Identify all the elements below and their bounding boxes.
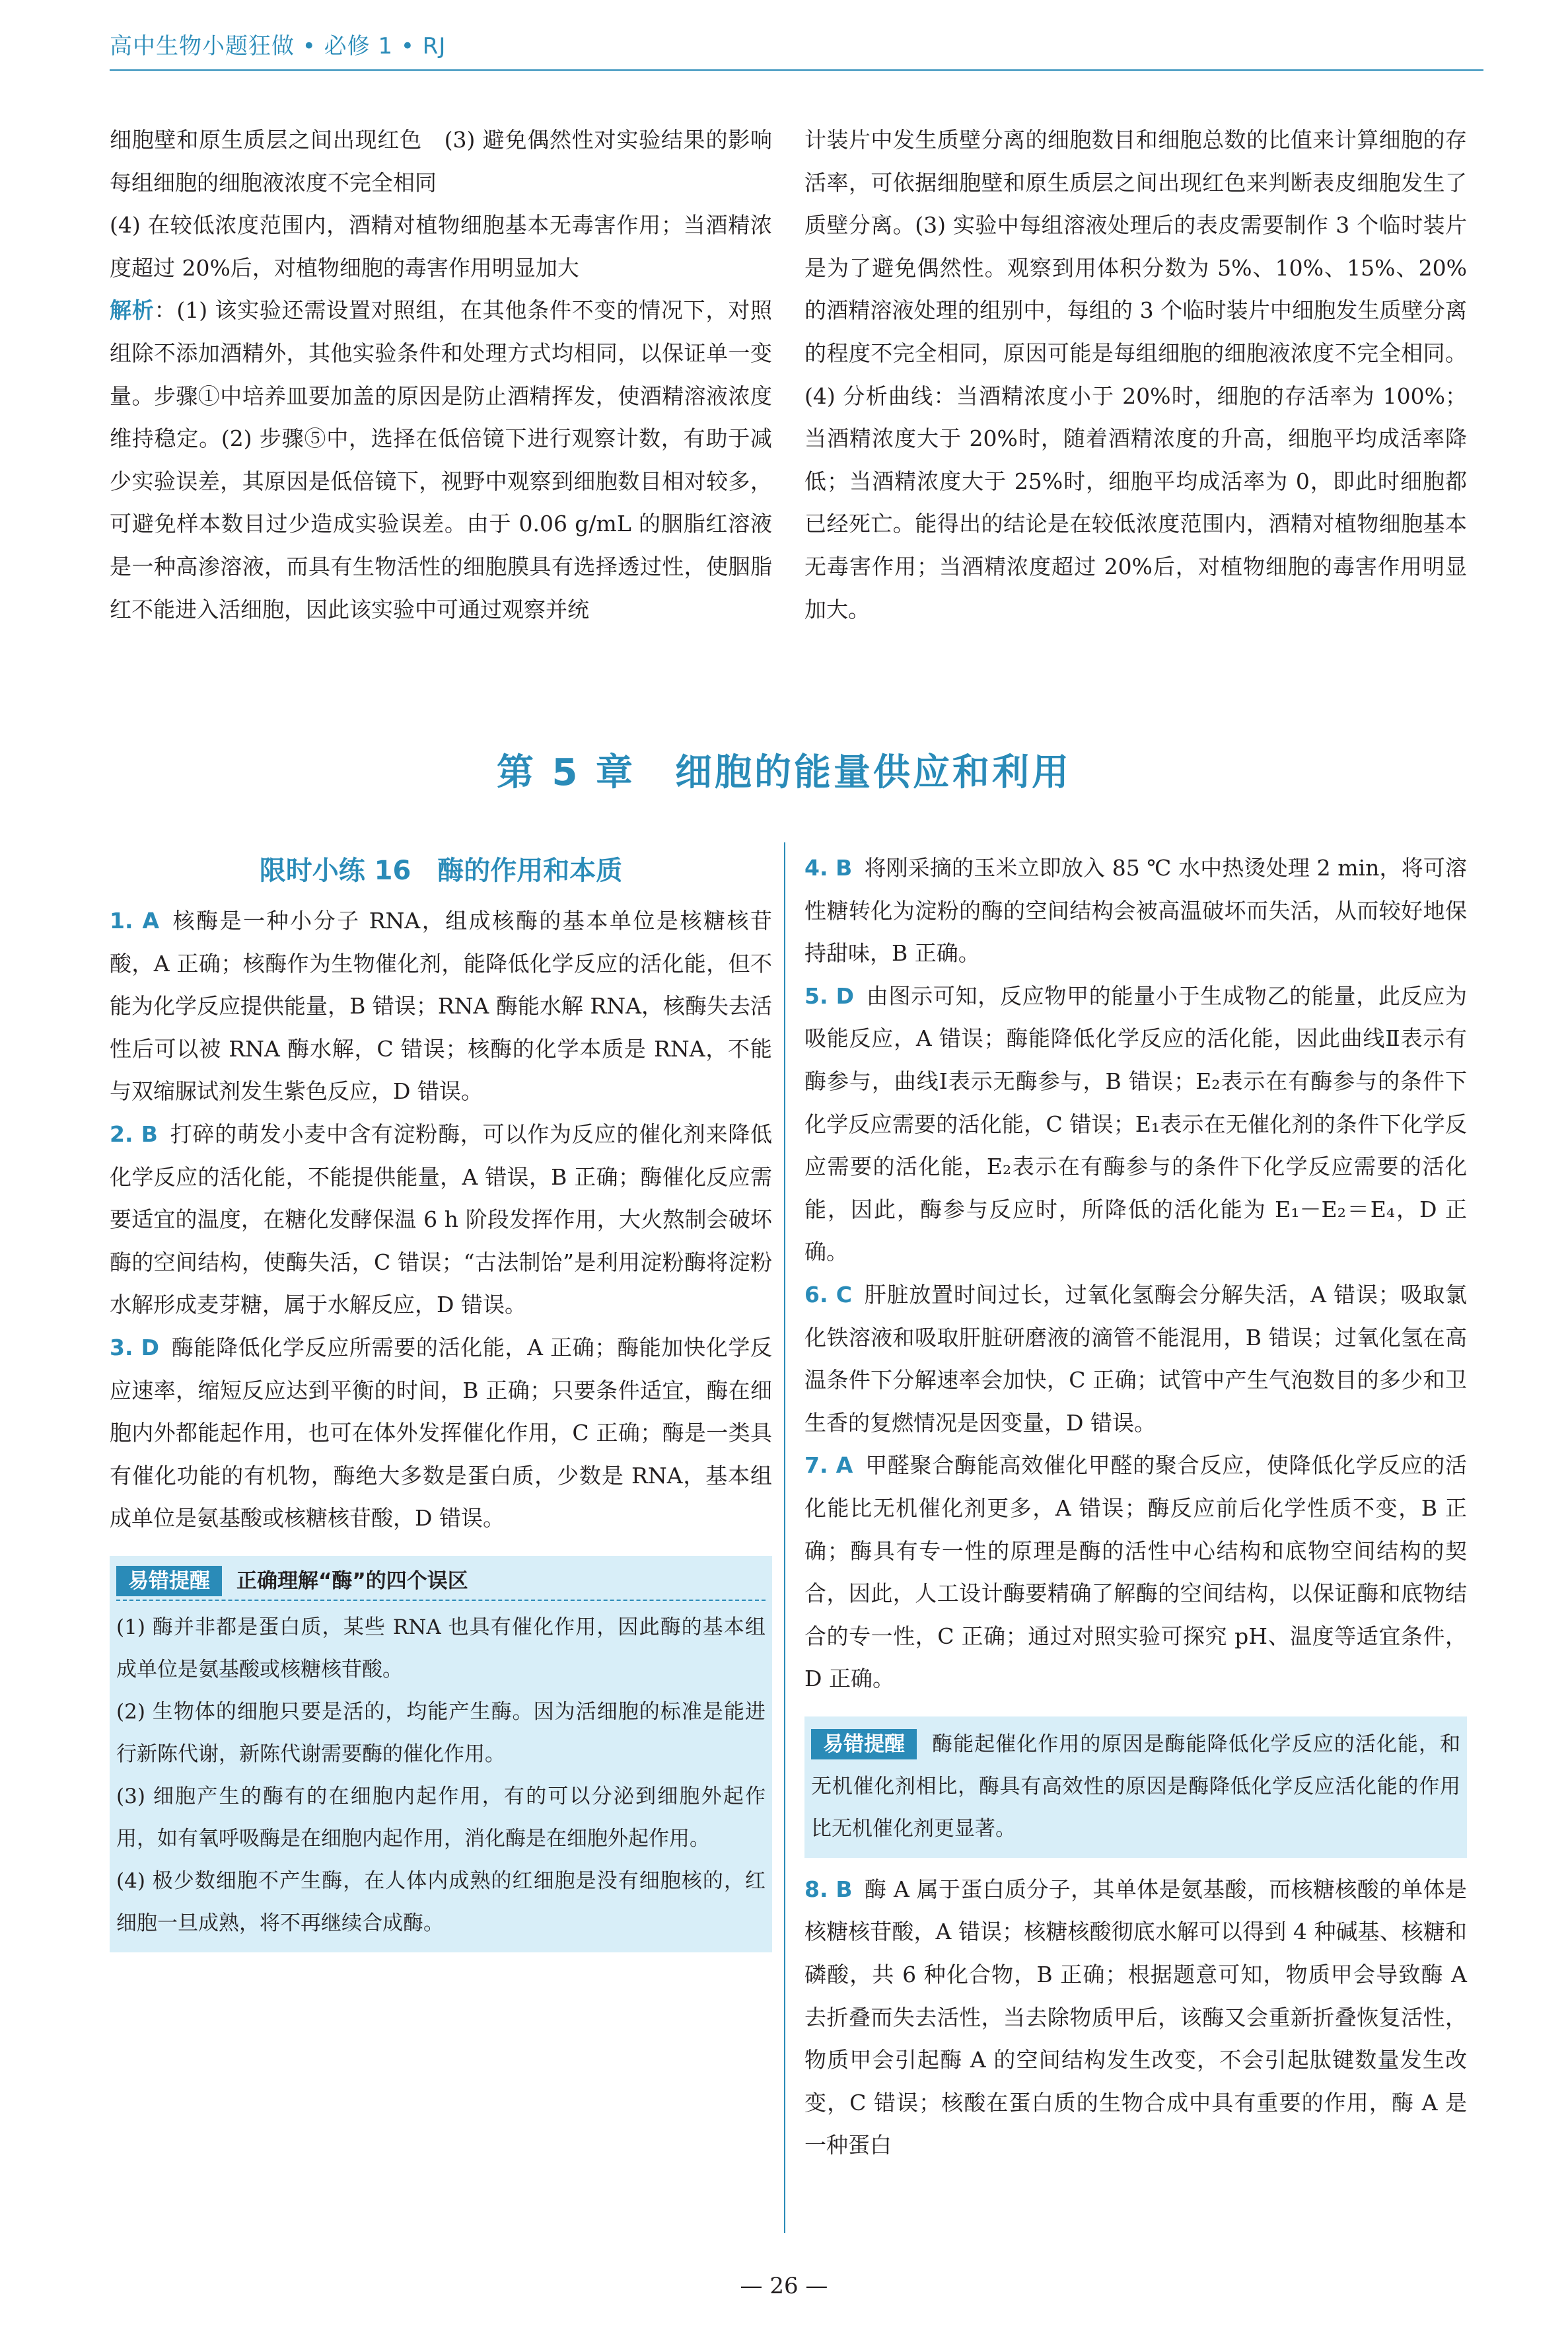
running-header: 高中生物小题狂做 • 必修 1 • RJ xyxy=(110,28,1483,71)
tip-item: (1) 酶并非都是蛋白质，某些 RNA 也具有催化作用，因此酶的基本组成单位是氨基酸或核糖核苷酸。 xyxy=(116,1615,766,1681)
tip-item: (3) 细胞产生的酶有的在细胞内起作用，有的可以分泌到细胞外起作用，如有氧呼吸酶是在细胞内起作用，消化酶是在细胞外起作用。 xyxy=(116,1784,766,1851)
answer-text: 酶 A 属于蛋白质分子，其单体是氨基酸，而核糖核酸的单体是核糖核苷酸，A 错误；核糖核酸彻底水解可以得到 4 种碱基、核糖和磷酸，共 6 种化合物，B 正确；根据题意可知，物质甲会导致酶 A 去折叠而失去活性，当去除物质甲后，该酶又会重新折叠恢复活性，物质甲会引起酶 A 的空间结构发生改变，不会引起肽键数量发生改变，C 错误；核酸在蛋白质的生物合成中具有重要的作用，酶 A 是一种蛋白 xyxy=(804,1876,1468,2159)
answer-number: 4. B xyxy=(804,855,853,881)
answer-text: 将刚采摘的玉米立即放入 85 ℃ 水中热烫处理 2 min，将可溶性糖转化为淀粉的酶的空间结构会被高温破坏而失活，从而较好地保持甜味，B 正确。 xyxy=(804,855,1468,967)
analysis-paragraph xyxy=(110,289,772,631)
answer-item-2 xyxy=(110,1113,772,1327)
answer-line: (4) 在较低浓度范围内，酒精对植物细胞基本无毒害作用；当酒精浓度超过 20%后，对植物细胞的毒害作用明显加大 xyxy=(110,212,772,281)
top-left-column xyxy=(110,119,794,631)
bottom-left-column xyxy=(110,844,772,1963)
answer-number: 2. B xyxy=(110,1121,158,1147)
error-tip-box-left xyxy=(110,1556,772,1952)
chapter-title: 第 5 章 细胞的能量供应和利用 xyxy=(497,751,1071,794)
tip-text: 酶能起催化作用的原因是酶能降低化学反应的活化能，和无机催化剂相比，酶具有高效性的原因是酶降低化学反应活化能的作用比无机催化剂更显著。 xyxy=(811,1732,1460,1841)
answer-text: 核酶是一种小分子 RNA，组成核酶的基本单位是核糖核苷酸，A 正确；核酶作为生物催化剂，能降低化学反应的活化能，但不能为化学反应提供能量，B 错误；RNA 酶能水解 RNA，核酶失去活性后可以被 RNA 酶水解，C 错误；核酶的化学本质是 RNA，不能与双缩脲试剂发生紫色反应，D 错误。 xyxy=(110,908,772,1105)
answer-text: 酶能降低化学反应所需要的活化能，A 正确；酶能加快化学反应速率，缩短反应达到平衡的时间，B 正确；只要条件适宜，酶在细胞内外都能起作用，也可在体外发挥催化作用，C 正确；酶是一类具有催化功能的有机物，酶绝大多数是蛋白质，少数是 RNA，基本组成单位是氨基酸或核糖核苷酸，D 错误。 xyxy=(110,1334,772,1532)
bottom-right-column xyxy=(804,847,1467,2167)
answer-text: 肝脏放置时间过长，过氧化氢酶会分解失活，A 错误；吸取氯化铁溶液和吸取肝脏研磨液的滴管不能混用，B 错误；过氧化氢在高温条件下分解速率会加快，C 正确；试管中产生气泡数目的多少和卫生香的复燃情况是因变量，D 错误。 xyxy=(804,1281,1467,1436)
analysis-label: 解析 xyxy=(110,297,155,324)
answer-item-3 xyxy=(110,1327,772,1540)
tip-item: (2) 生物体的细胞只要是活的，均能产生酶。因为活细胞的标准是能进行新陈代谢，新陈代谢需要酶的催化作用。 xyxy=(116,1699,766,1766)
top-right-column xyxy=(804,119,1467,631)
answer-item-7 xyxy=(804,1444,1467,1701)
answer-item-5 xyxy=(804,975,1467,1274)
answer-number: 8. B xyxy=(804,1876,853,1902)
answer-number: 1. A xyxy=(110,908,160,934)
answer-text: 甲醛聚合酶能高效催化甲醛的聚合反应，使降低化学反应的活化能比无机催化剂更多，A 错误；酶反应前后化学性质不变，B 正确；酶具有专一性的原理是酶的活性中心结构和底物空间结构的契合，因此，人工设计酶要精确了解酶的空间结构，以保证酶和底物结合的专一性，C 正确；通过对照实验可探究 pH、温度等适宜条件，D 正确。 xyxy=(804,1452,1467,1692)
tip-content xyxy=(811,1723,1460,1850)
tip-title: 正确理解“酶”的四个误区 xyxy=(236,1568,468,1593)
answer-item-6 xyxy=(804,1274,1467,1444)
answer-item-1 xyxy=(110,900,772,1113)
answer-number: 6. C xyxy=(804,1281,852,1308)
section-title: 限时小练 16 酶的作用和本质 xyxy=(259,856,623,886)
answer-number: 3. D xyxy=(110,1334,160,1360)
page-number: — 26 — xyxy=(740,2273,828,2299)
tip-tag: 易错提醒 xyxy=(116,1566,222,1596)
tip-tag: 易错提醒 xyxy=(811,1729,917,1759)
answer-line: 细胞壁和原生质层之间出现红色 (3) 避免偶然性对实验结果的影响 每组细胞的细胞液浓度不完全相同 xyxy=(110,127,794,196)
answer-number: 5. D xyxy=(804,982,855,1009)
tip-item: (4) 极少数细胞不产生酶，在人体内成熟的红细胞是没有细胞核的，红细胞一旦成熟，将不再继续合成酶。 xyxy=(116,1868,766,1935)
answer-item-4 xyxy=(804,847,1467,975)
answer-text: 打碎的萌发小麦中含有淀粉酶，可以作为反应的催化剂来降低化学反应的活化能，不能提供能量，A 错误，B 正确；酶催化反应需要适宜的温度，在糖化发酵保温 6 h 阶段发挥作用，大火熬制会破坏酶的空间结构，使酶失活，C 错误；“古法制饴”是利用淀粉酶将淀粉水解形成麦芽糖，属于水解反应，D 错误。 xyxy=(110,1121,773,1318)
analysis-continued: 计装片中发生质壁分离的细胞数目和细胞总数的比值来计算细胞的存活率，可依据细胞壁和原生质层之间出现红色来判断表皮细胞发生了质壁分离。(3) 实验中每组溶液处理后的表皮需要制作 3 个临时装片是为了避免偶然性。观察到用体积分数为 5%、10%、15%、20%的酒精溶液处理的组别中，每组的 3 个临时装片中细胞发生质壁分离的程度不完全相同，原因可能是每组细胞的细胞液浓度不完全相同。(4) 分析曲线：当酒精浓度小于 20%时，细胞的存活率为 100%；当酒精浓度大于 20%时，随着酒精浓度的升高，细胞平均成活率降低；当酒精浓度大于 25%时，细胞平均成活率为 0，即此时细胞都已经死亡。能得出的结论是在较低浓度范围内，酒精对植物细胞基本无毒害作用；当酒精浓度超过 20%后，对植物细胞的毒害作用明显加大。 xyxy=(804,127,1467,622)
answer-number: 7. A xyxy=(804,1452,853,1479)
error-tip-box-right xyxy=(804,1716,1467,1858)
answer-text: 由图示可知，反应物甲的能量小于生成物乙的能量，此反应为吸能反应，A 错误；酶能降低化学反应的活化能，因此曲线Ⅱ表示有酶参与，曲线Ⅰ表示无酶参与，B 错误；E₂表示在有酶参与的条件下化学反应需要的活化能，C 错误；E₁表示在无催化剂的条件下化学反应需要的活化能，E₂表示在有酶参与的条件下化学反应需要的活化能，因此，酶参与反应时，所降低的活化能为 E₁－E₂＝E₄，D 正确。 xyxy=(804,982,1468,1265)
tip-header xyxy=(116,1556,766,1601)
answer-item-8 xyxy=(804,1868,1467,2167)
analysis-text: ：(1) 该实验还需设置对照组，在其他条件不变的情况下，对照组除不添加酒精外，其他实验条件和处理方式均相同，以保证单一变量。步骤①中培养皿要加盖的原因是防止酒精挥发，使酒精溶液浓度维持稳定。(2) 步骤⑤中，选择在低倍镜下进行观察计数，有助于减少实验误差，其原因是低倍镜下，视野中观察到细胞数目相对较多，可避免样本数目过少造成实验误差。由于 0.06 g/mL 的胭脂红溶液是一种高渗溶液，而具有生物活性的细胞膜具有选择透过性，使胭脂红不能进入活细胞，因此该实验中可通过观察并统 xyxy=(110,297,773,622)
column-divider xyxy=(784,842,785,2233)
